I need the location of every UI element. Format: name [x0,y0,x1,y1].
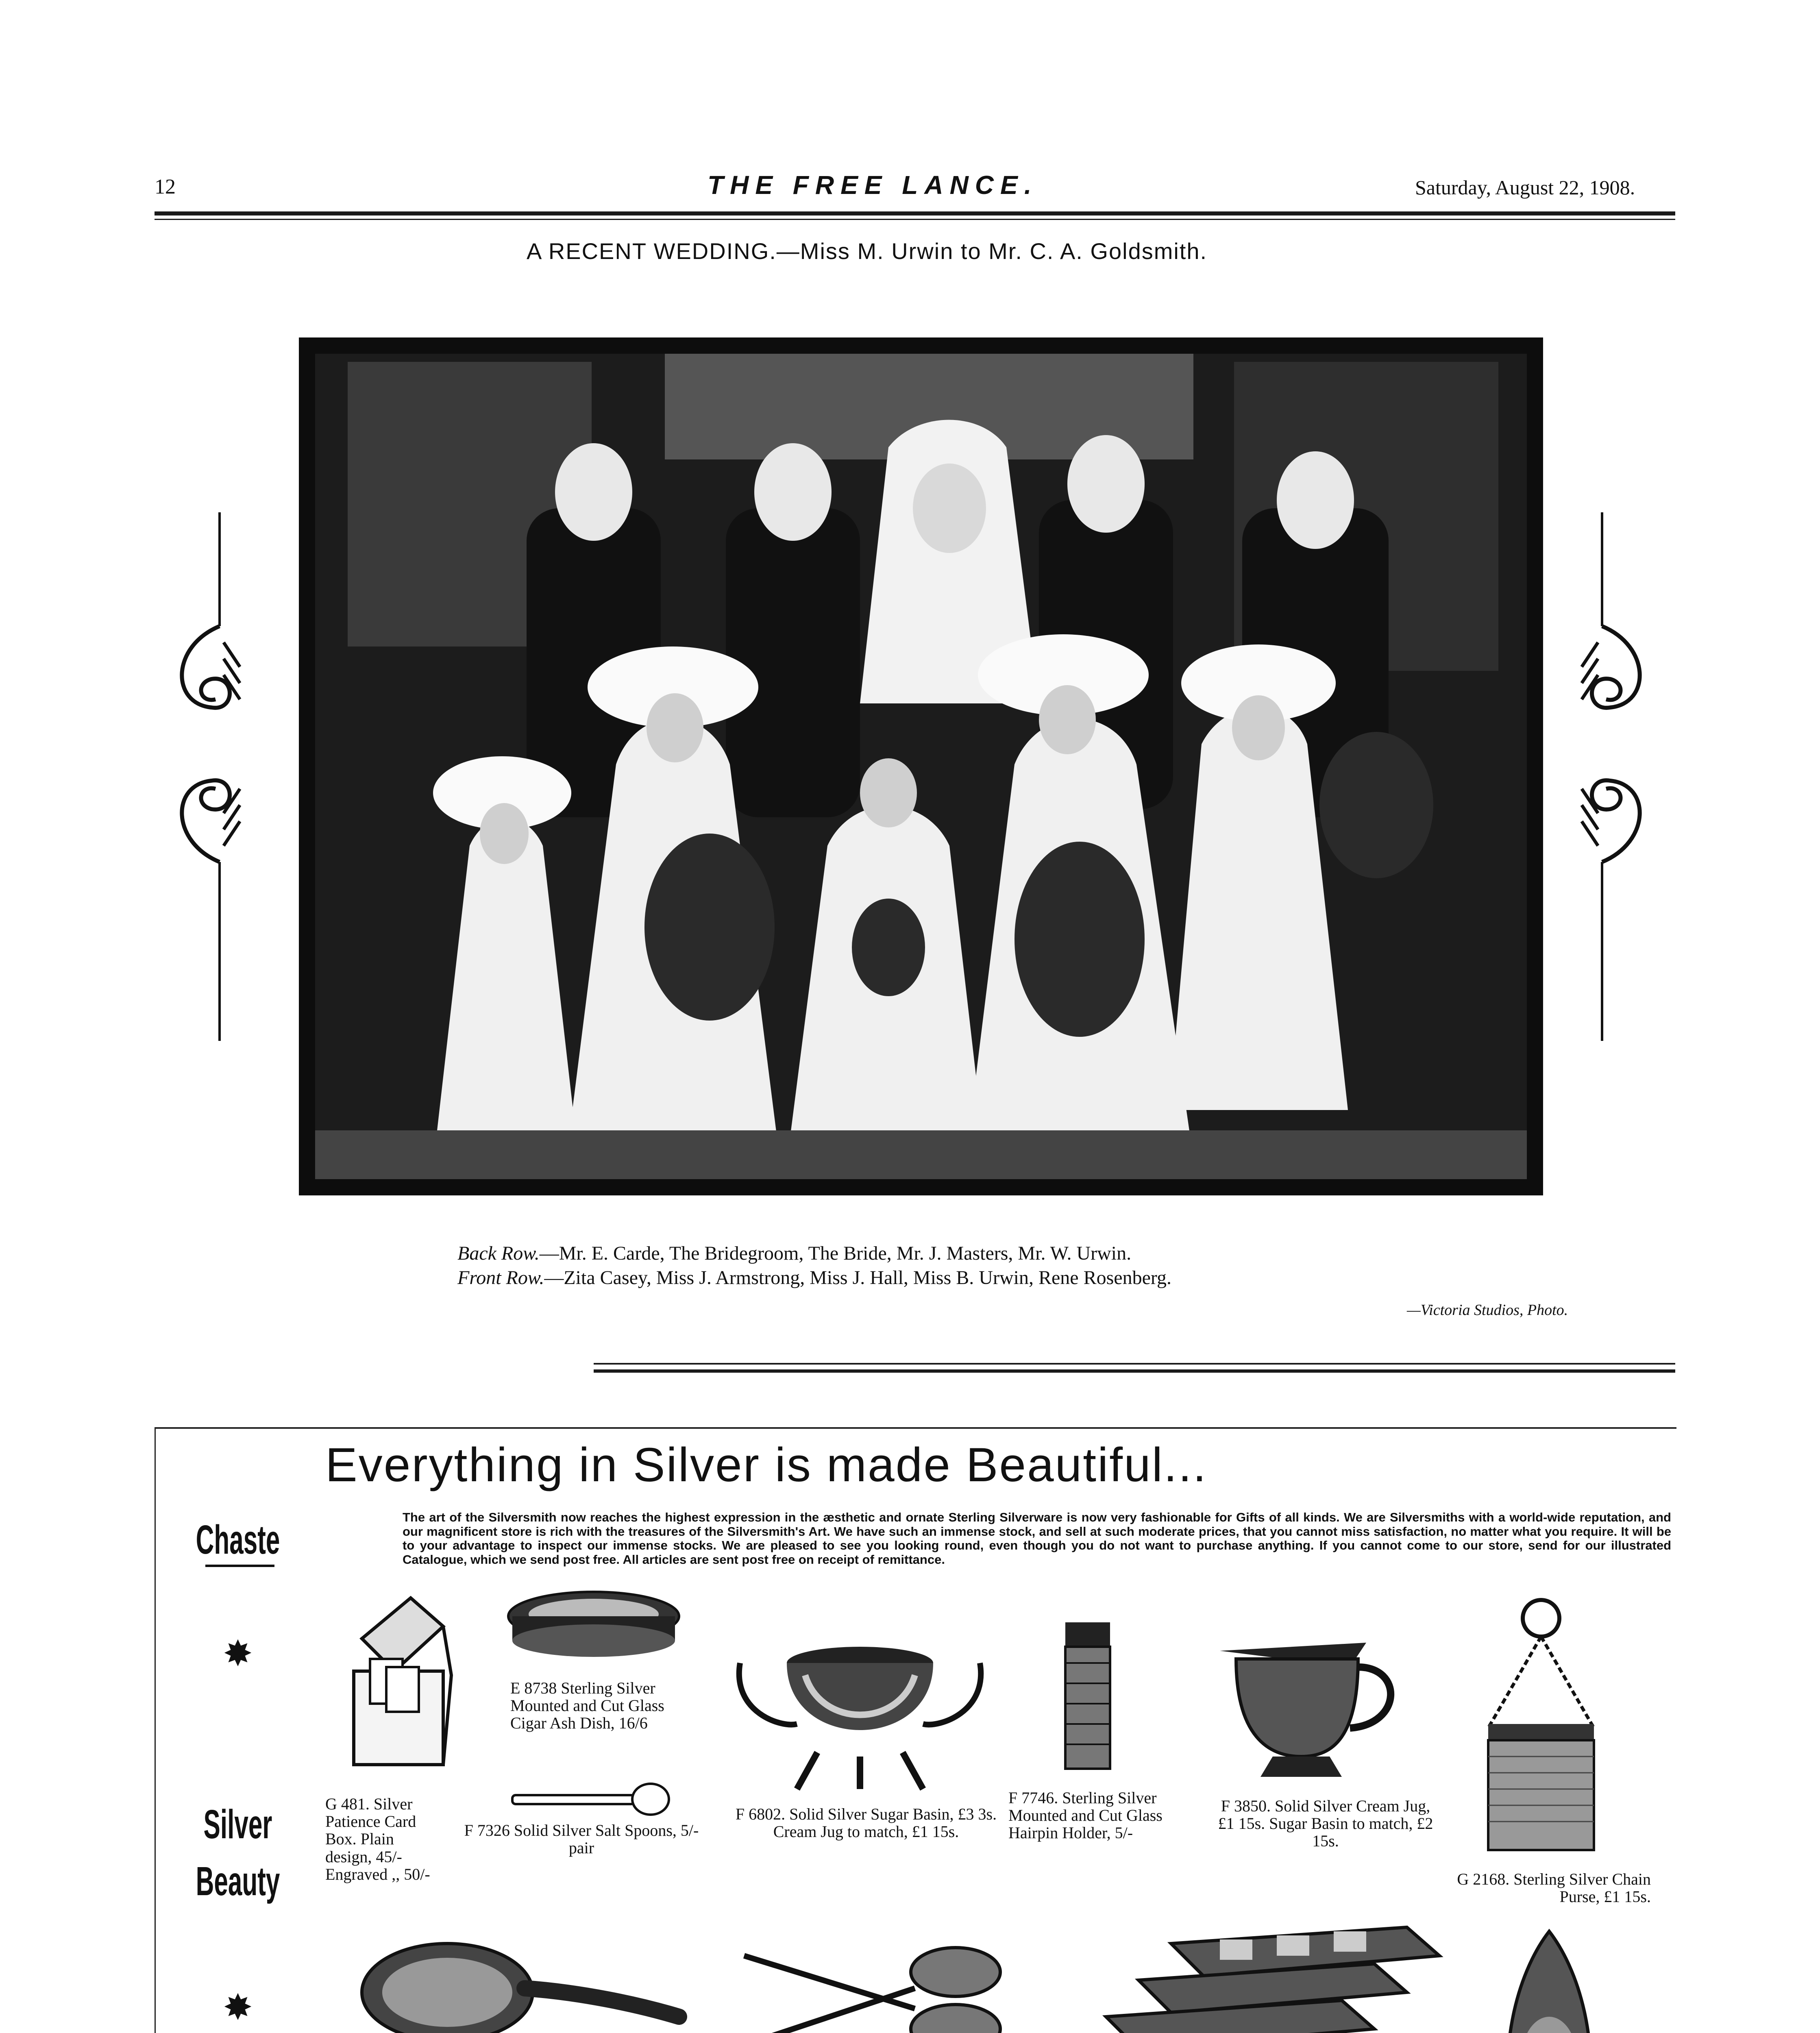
ash-dish-caption: E 8738 Sterling Silver Mounted and Cut Glass Cigar Ash Dish, 16/6 [510,1679,664,1733]
scissors-illustration [728,1939,1037,2033]
ash-dish-illustration [504,1588,683,1661]
hair-brush-illustration [354,1935,687,2033]
section-rule-2 [594,1369,1675,1373]
sugar-basin-caption: F 6802. Solid Silver Sugar Basin, £3 3s. Cream Jug to match, £1 15s. [735,1805,997,1841]
left-scroll-ornament [155,512,244,1041]
issue-date: Saturday, August 22, 1908. [1415,176,1635,199]
side-word-chaste: Chaste [196,1517,280,1563]
hat-whisk-illustration [1472,1927,1626,2033]
page-number: 12 [155,175,176,198]
side-word-beauty: Beauty [196,1859,280,1904]
card-box-caption: G 481. Silver Patience Card Box. Plain design, 45/- Engraved ,, 50/- [325,1795,430,1883]
chain-purse-caption: G 2168. Sterling Silver Chain Purse, £1 15s. [1457,1870,1651,1906]
back-row-names: —Mr. E. Carde, The Bridegroom, The Bride, Mr. J. Masters, Mr. W. Urwin. [539,1243,1132,1264]
cream-jug-illustration [1212,1635,1407,1781]
header-rule [155,211,1675,215]
salt-spoon-illustration [504,1781,675,1818]
star-1: ✸ [224,1635,252,1672]
stamp-boxes-illustration [1098,1911,1456,2033]
hairpin-holder-caption: F 7746. Sterling Silver Mounted and Cut Glass Hairpin Holder, 5/- [1008,1789,1163,1842]
salt-spoon-caption: F 7326 Solid Silver Salt Spoons, 5/- pair [464,1821,699,1857]
cream-jug-caption: F 3850. Solid Silver Cream Jug, £1 15s. Sugar Basin to match, £2 15s. [1218,1797,1433,1850]
sugar-basin-illustration [728,1630,992,1793]
card-box-illustration [346,1590,459,1769]
side-word-silver: Silver [203,1802,272,1847]
right-scroll-ornament [1578,512,1667,1041]
section-rule-1 [594,1363,1675,1365]
ad-headline: Everything in Silver is made Beautiful... [325,1438,1208,1492]
chaste-underline [205,1565,274,1567]
wedding-headline: A RECENT WEDDING.—Miss M. Urwin to Mr. C. A. Goldsmith. [527,238,1208,264]
wedding-group-photo [299,337,1543,1195]
front-row-names: —Zita Casey, Miss J. Armstrong, Miss J. Hall, Miss B. Urwin, Rene Rosenberg. [544,1267,1171,1289]
photo-credit: —Victoria Studios, Photo. [1407,1302,1568,1319]
chain-purse-illustration [1472,1594,1610,1862]
caption-front-row [457,1267,1171,1289]
header-rule-thin [155,219,1675,220]
star-2: ✸ [224,1989,252,2025]
back-row-label: Back Row. [457,1243,540,1264]
hairpin-holder-illustration [1057,1618,1118,1777]
front-row-label: Front Row. [457,1267,544,1289]
masthead-title: THE FREE LANCE. [708,170,1038,200]
ad-intro-text: The art of the Silversmith now reaches the highest expression in the æsthetic and ornate Sterling Silverware is now very fashionable for Gifts of all kinds. We are Silversmiths with a world-wide reputation, and our magnificent store is rich with the treasures of the Silversmith's Art. We have such an immense stock, and sell at such moderate prices, that you cannot miss satisfaction, no matter what you require. It will be to your advantage to inspect our immense stocks. We are pleased to see you looking round, even though you do not want to purchase anything. If you cannot come to our store, send for our illustrated Catalogue, which we send post free. All articles are sent post free on receipt of remittance. [403,1510,1671,1567]
caption-back-row [457,1242,1131,1265]
